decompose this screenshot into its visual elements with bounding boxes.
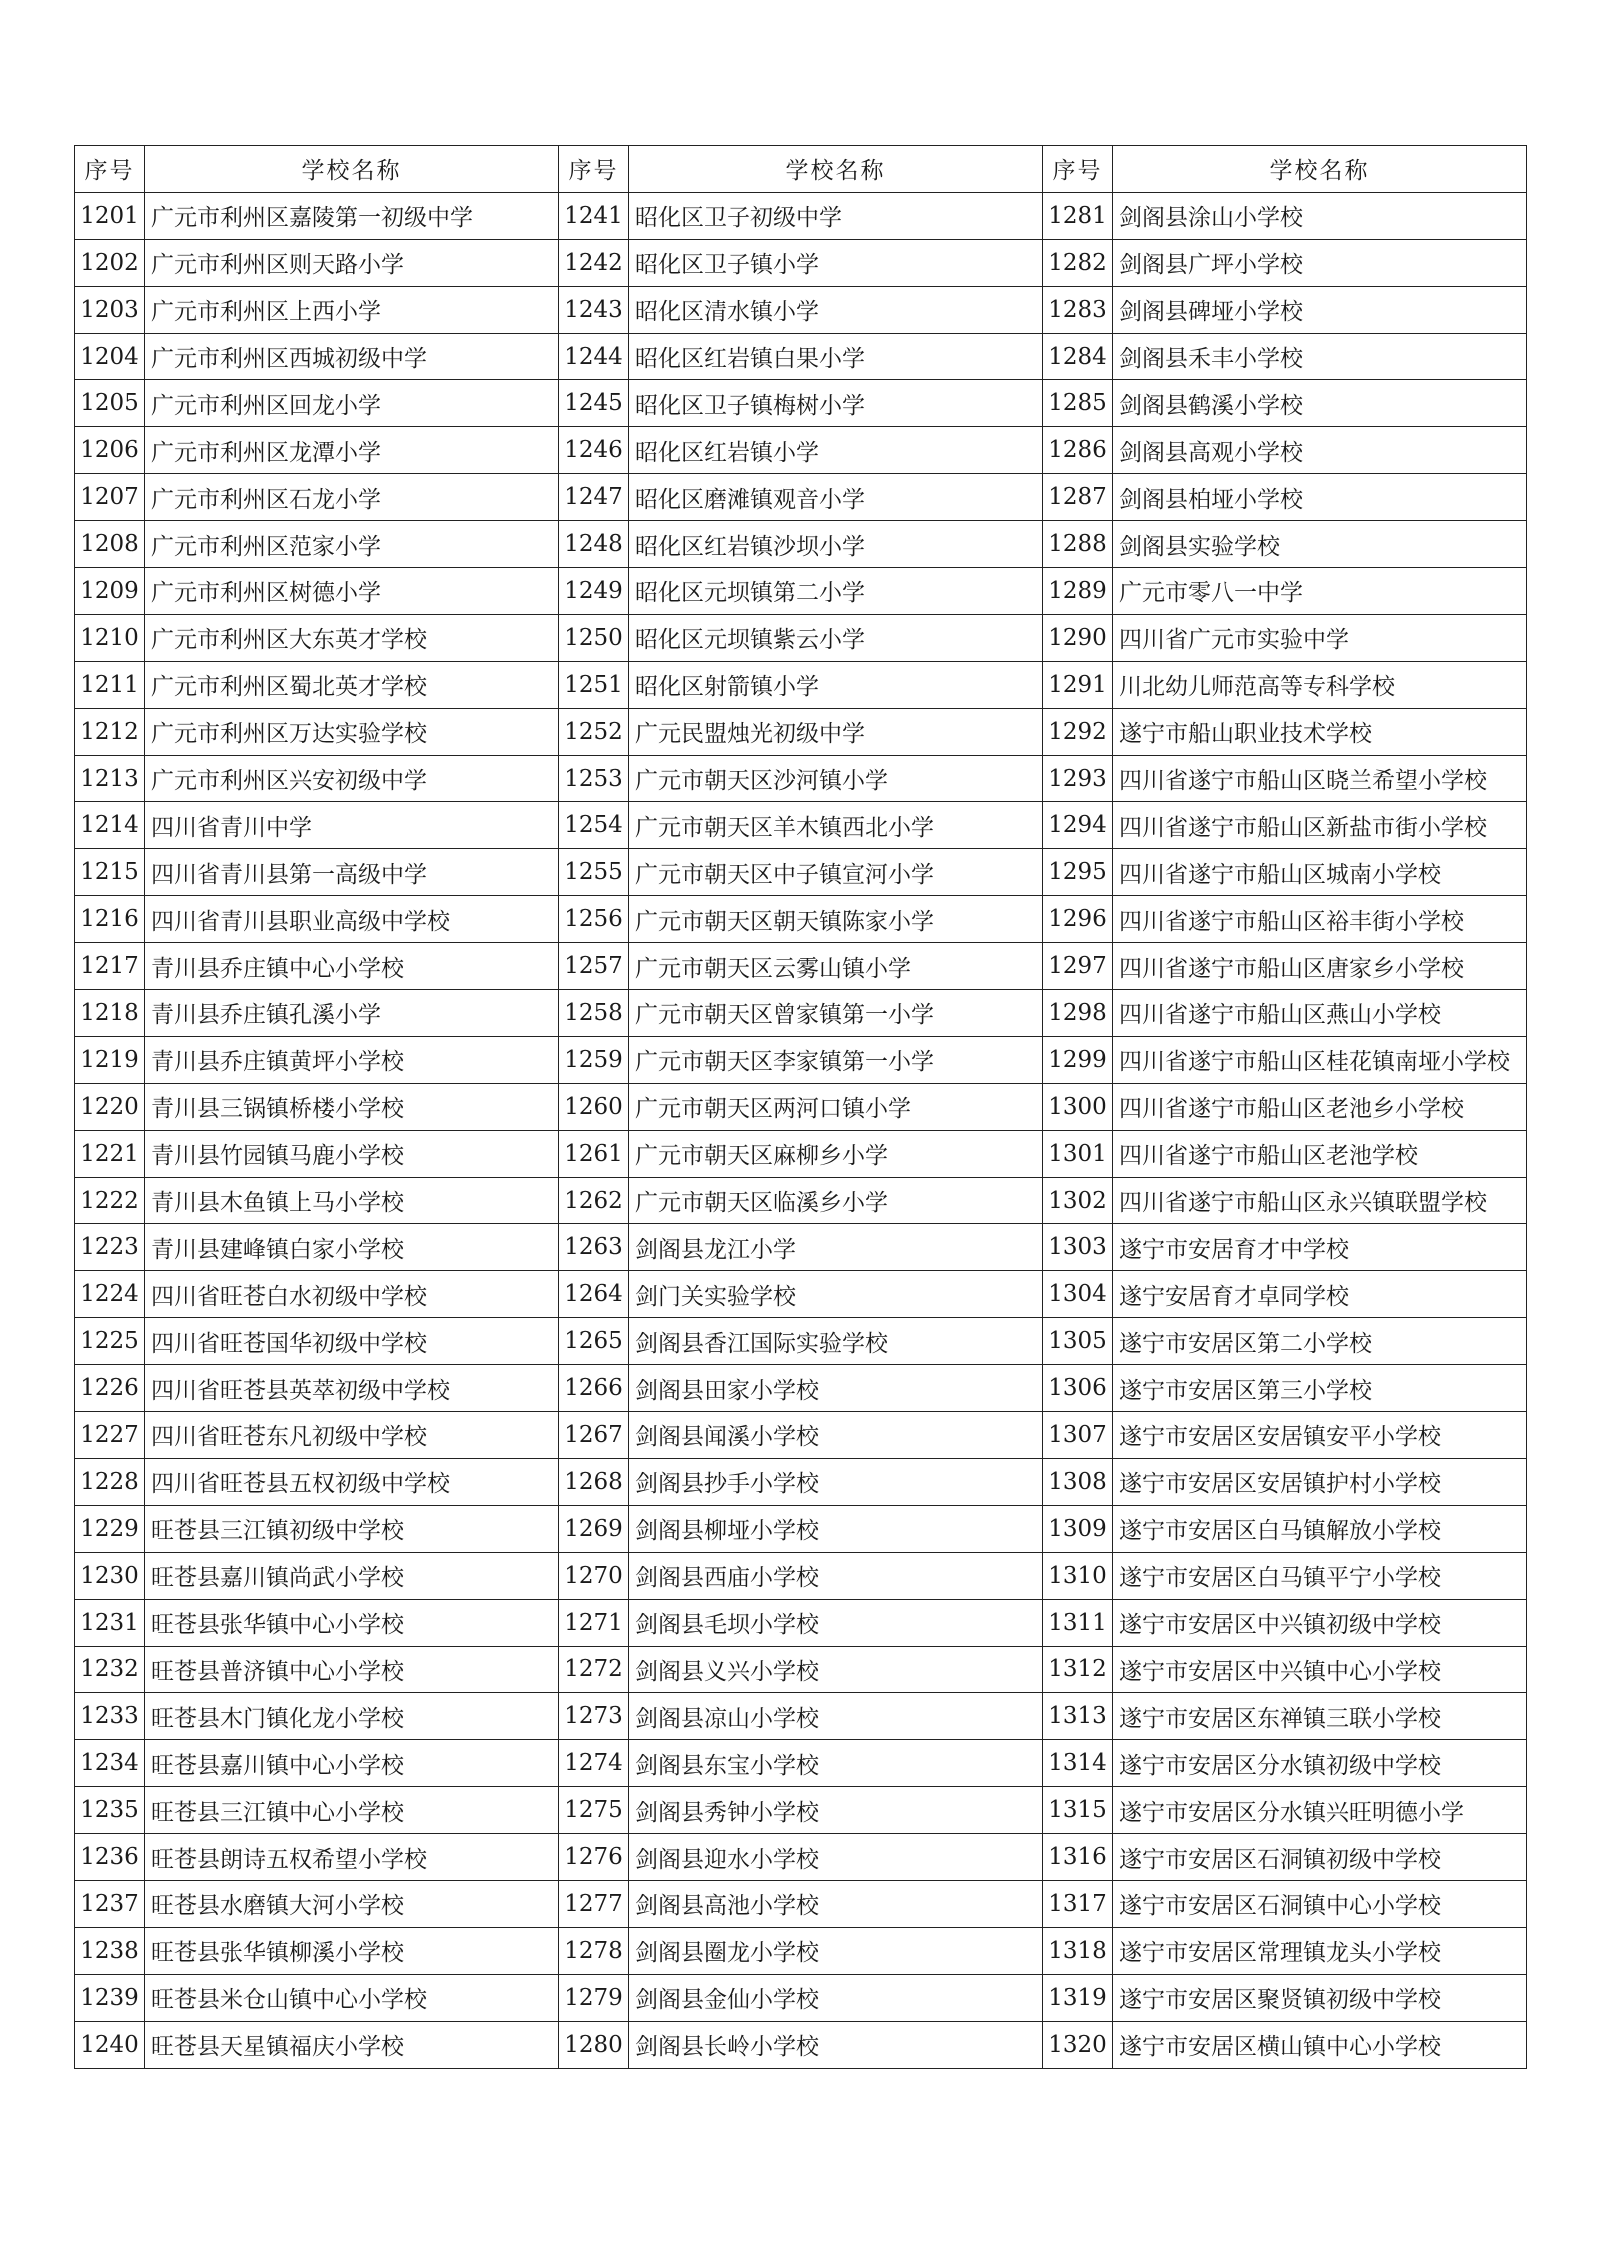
school-name-cell: 广元市利州区石龙小学 bbox=[145, 474, 559, 521]
serial-cell: 1304 bbox=[1043, 1271, 1113, 1318]
school-name-cell: 剑阁县长岭小学校 bbox=[629, 2021, 1043, 2068]
serial-cell: 1273 bbox=[559, 1693, 629, 1740]
school-name-cell: 广元市利州区嘉陵第一初级中学 bbox=[145, 192, 559, 239]
serial-cell: 1307 bbox=[1043, 1412, 1113, 1459]
school-name-cell: 四川省旺苍国华初级中学校 bbox=[145, 1318, 559, 1365]
school-name-cell: 剑阁县涂山小学校 bbox=[1113, 192, 1527, 239]
serial-cell: 1310 bbox=[1043, 1552, 1113, 1599]
school-name-cell: 四川省旺苍东凡初级中学校 bbox=[145, 1412, 559, 1459]
serial-cell: 1201 bbox=[75, 192, 145, 239]
school-name-cell: 遂宁安居育才卓同学校 bbox=[1113, 1271, 1527, 1318]
school-name-cell: 昭化区红岩镇白果小学 bbox=[629, 333, 1043, 380]
serial-cell: 1205 bbox=[75, 380, 145, 427]
table-row bbox=[75, 1458, 1527, 1505]
school-name-cell: 青川县竹园镇马鹿小学校 bbox=[145, 1130, 559, 1177]
table-row bbox=[75, 427, 1527, 474]
serial-cell: 1221 bbox=[75, 1130, 145, 1177]
serial-cell: 1252 bbox=[559, 708, 629, 755]
serial-cell: 1225 bbox=[75, 1318, 145, 1365]
serial-cell: 1208 bbox=[75, 521, 145, 568]
school-name-cell: 遂宁市安居区分水镇初级中学校 bbox=[1113, 1740, 1527, 1787]
serial-cell: 1320 bbox=[1043, 2021, 1113, 2068]
table-row bbox=[75, 286, 1527, 333]
school-name-cell: 剑阁县高池小学校 bbox=[629, 1880, 1043, 1927]
serial-cell: 1262 bbox=[559, 1177, 629, 1224]
school-name-cell: 四川省遂宁市船山区老池学校 bbox=[1113, 1130, 1527, 1177]
school-name-cell: 广元市利州区上西小学 bbox=[145, 286, 559, 333]
serial-cell: 1301 bbox=[1043, 1130, 1113, 1177]
school-name-cell: 遂宁市安居区第三小学校 bbox=[1113, 1365, 1527, 1412]
school-name-cell: 广元市零八一中学 bbox=[1113, 568, 1527, 615]
school-name-cell: 旺苍县朗诗五权希望小学校 bbox=[145, 1834, 559, 1881]
school-name-cell: 旺苍县张华镇柳溪小学校 bbox=[145, 1927, 559, 1974]
school-name-cell: 四川省青川县职业高级中学校 bbox=[145, 896, 559, 943]
school-name-cell: 剑阁县鹤溪小学校 bbox=[1113, 380, 1527, 427]
serial-cell: 1232 bbox=[75, 1646, 145, 1693]
school-name-cell: 广元市利州区龙潭小学 bbox=[145, 427, 559, 474]
school-name-cell: 广元市朝天区沙河镇小学 bbox=[629, 755, 1043, 802]
table-row bbox=[75, 1412, 1527, 1459]
school-name-cell: 昭化区元坝镇第二小学 bbox=[629, 568, 1043, 615]
school-name-cell: 剑阁县凉山小学校 bbox=[629, 1693, 1043, 1740]
serial-cell: 1268 bbox=[559, 1458, 629, 1505]
serial-cell: 1248 bbox=[559, 521, 629, 568]
table-row bbox=[75, 896, 1527, 943]
school-name-cell: 旺苍县张华镇中心小学校 bbox=[145, 1599, 559, 1646]
table-row bbox=[75, 661, 1527, 708]
table-row bbox=[75, 614, 1527, 661]
serial-cell: 1233 bbox=[75, 1693, 145, 1740]
school-name-cell: 四川省遂宁市船山区城南小学校 bbox=[1113, 849, 1527, 896]
table-header-row bbox=[75, 146, 1527, 193]
header-school-name-2: 学校名称 bbox=[629, 146, 1043, 193]
serial-cell: 1306 bbox=[1043, 1365, 1113, 1412]
header-serial-2: 序号 bbox=[559, 146, 629, 193]
table-row bbox=[75, 1271, 1527, 1318]
school-name-cell: 昭化区磨滩镇观音小学 bbox=[629, 474, 1043, 521]
school-name-cell: 剑阁县义兴小学校 bbox=[629, 1646, 1043, 1693]
school-name-cell: 川北幼儿师范高等专科学校 bbox=[1113, 661, 1527, 708]
school-name-cell: 剑阁县圈龙小学校 bbox=[629, 1927, 1043, 1974]
serial-cell: 1284 bbox=[1043, 333, 1113, 380]
school-name-cell: 剑阁县毛坝小学校 bbox=[629, 1599, 1043, 1646]
serial-cell: 1264 bbox=[559, 1271, 629, 1318]
serial-cell: 1280 bbox=[559, 2021, 629, 2068]
school-name-cell: 遂宁市安居育才中学校 bbox=[1113, 1224, 1527, 1271]
school-name-cell: 广元市朝天区云雾山镇小学 bbox=[629, 943, 1043, 990]
table-row bbox=[75, 1740, 1527, 1787]
school-name-cell: 剑阁县柳垭小学校 bbox=[629, 1505, 1043, 1552]
school-name-cell: 剑阁县抄手小学校 bbox=[629, 1458, 1043, 1505]
table-row bbox=[75, 2021, 1527, 2068]
serial-cell: 1241 bbox=[559, 192, 629, 239]
school-name-cell: 遂宁市安居区中兴镇中心小学校 bbox=[1113, 1646, 1527, 1693]
school-name-cell: 青川县乔庄镇孔溪小学 bbox=[145, 990, 559, 1037]
serial-cell: 1282 bbox=[1043, 239, 1113, 286]
school-name-cell: 广元市利州区则天路小学 bbox=[145, 239, 559, 286]
serial-cell: 1224 bbox=[75, 1271, 145, 1318]
school-list-table bbox=[74, 145, 1527, 2069]
serial-cell: 1219 bbox=[75, 1036, 145, 1083]
school-name-cell: 四川省遂宁市船山区唐家乡小学校 bbox=[1113, 943, 1527, 990]
school-name-cell: 广元市利州区树德小学 bbox=[145, 568, 559, 615]
school-name-cell: 剑阁县迎水小学校 bbox=[629, 1834, 1043, 1881]
serial-cell: 1211 bbox=[75, 661, 145, 708]
serial-cell: 1265 bbox=[559, 1318, 629, 1365]
school-name-cell: 四川省遂宁市船山区晓兰希望小学校 bbox=[1113, 755, 1527, 802]
serial-cell: 1244 bbox=[559, 333, 629, 380]
serial-cell: 1234 bbox=[75, 1740, 145, 1787]
school-name-cell: 剑阁县秀钟小学校 bbox=[629, 1787, 1043, 1834]
serial-cell: 1300 bbox=[1043, 1083, 1113, 1130]
serial-cell: 1229 bbox=[75, 1505, 145, 1552]
header-serial-1: 序号 bbox=[75, 146, 145, 193]
serial-cell: 1272 bbox=[559, 1646, 629, 1693]
serial-cell: 1207 bbox=[75, 474, 145, 521]
serial-cell: 1266 bbox=[559, 1365, 629, 1412]
serial-cell: 1289 bbox=[1043, 568, 1113, 615]
school-name-cell: 剑阁县田家小学校 bbox=[629, 1365, 1043, 1412]
serial-cell: 1287 bbox=[1043, 474, 1113, 521]
table-row bbox=[75, 1974, 1527, 2021]
serial-cell: 1258 bbox=[559, 990, 629, 1037]
table-row bbox=[75, 1083, 1527, 1130]
table-row bbox=[75, 1505, 1527, 1552]
serial-cell: 1250 bbox=[559, 614, 629, 661]
school-name-cell: 旺苍县嘉川镇中心小学校 bbox=[145, 1740, 559, 1787]
school-name-cell: 剑阁县金仙小学校 bbox=[629, 1974, 1043, 2021]
school-name-cell: 昭化区卫子初级中学 bbox=[629, 192, 1043, 239]
school-name-cell: 遂宁市安居区东禅镇三联小学校 bbox=[1113, 1693, 1527, 1740]
serial-cell: 1318 bbox=[1043, 1927, 1113, 1974]
serial-cell: 1288 bbox=[1043, 521, 1113, 568]
serial-cell: 1278 bbox=[559, 1927, 629, 1974]
table-row bbox=[75, 1130, 1527, 1177]
school-name-cell: 广元市朝天区麻柳乡小学 bbox=[629, 1130, 1043, 1177]
serial-cell: 1231 bbox=[75, 1599, 145, 1646]
header-school-name-3: 学校名称 bbox=[1113, 146, 1527, 193]
serial-cell: 1274 bbox=[559, 1740, 629, 1787]
school-name-cell: 广元市利州区范家小学 bbox=[145, 521, 559, 568]
table-row bbox=[75, 1880, 1527, 1927]
serial-cell: 1228 bbox=[75, 1458, 145, 1505]
serial-cell: 1243 bbox=[559, 286, 629, 333]
school-name-cell: 昭化区红岩镇小学 bbox=[629, 427, 1043, 474]
serial-cell: 1263 bbox=[559, 1224, 629, 1271]
school-name-cell: 四川省遂宁市船山区新盐市街小学校 bbox=[1113, 802, 1527, 849]
school-name-cell: 广元市利州区蜀北英才学校 bbox=[145, 661, 559, 708]
table-row bbox=[75, 708, 1527, 755]
serial-cell: 1226 bbox=[75, 1365, 145, 1412]
school-name-cell: 剑阁县柏垭小学校 bbox=[1113, 474, 1527, 521]
serial-cell: 1299 bbox=[1043, 1036, 1113, 1083]
school-name-cell: 四川省广元市实验中学 bbox=[1113, 614, 1527, 661]
serial-cell: 1253 bbox=[559, 755, 629, 802]
school-name-cell: 昭化区红岩镇沙坝小学 bbox=[629, 521, 1043, 568]
table-row bbox=[75, 192, 1527, 239]
school-name-cell: 广元市朝天区曾家镇第一小学 bbox=[629, 990, 1043, 1037]
table-row bbox=[75, 1834, 1527, 1881]
serial-cell: 1210 bbox=[75, 614, 145, 661]
serial-cell: 1298 bbox=[1043, 990, 1113, 1037]
serial-cell: 1218 bbox=[75, 990, 145, 1037]
table-row bbox=[75, 1646, 1527, 1693]
serial-cell: 1238 bbox=[75, 1927, 145, 1974]
serial-cell: 1311 bbox=[1043, 1599, 1113, 1646]
serial-cell: 1294 bbox=[1043, 802, 1113, 849]
school-name-cell: 剑阁县东宝小学校 bbox=[629, 1740, 1043, 1787]
school-name-cell: 四川省旺苍县五权初级中学校 bbox=[145, 1458, 559, 1505]
school-name-cell: 遂宁市安居区聚贤镇初级中学校 bbox=[1113, 1974, 1527, 2021]
serial-cell: 1314 bbox=[1043, 1740, 1113, 1787]
table-row bbox=[75, 990, 1527, 1037]
serial-cell: 1285 bbox=[1043, 380, 1113, 427]
serial-cell: 1247 bbox=[559, 474, 629, 521]
serial-cell: 1246 bbox=[559, 427, 629, 474]
school-name-cell: 青川县乔庄镇中心小学校 bbox=[145, 943, 559, 990]
serial-cell: 1256 bbox=[559, 896, 629, 943]
serial-cell: 1204 bbox=[75, 333, 145, 380]
serial-cell: 1215 bbox=[75, 849, 145, 896]
serial-cell: 1206 bbox=[75, 427, 145, 474]
serial-cell: 1277 bbox=[559, 1880, 629, 1927]
serial-cell: 1216 bbox=[75, 896, 145, 943]
school-name-cell: 广元市利州区西城初级中学 bbox=[145, 333, 559, 380]
serial-cell: 1220 bbox=[75, 1083, 145, 1130]
serial-cell: 1293 bbox=[1043, 755, 1113, 802]
table-row bbox=[75, 1177, 1527, 1224]
school-name-cell: 四川省遂宁市船山区永兴镇联盟学校 bbox=[1113, 1177, 1527, 1224]
table-row bbox=[75, 755, 1527, 802]
school-name-cell: 遂宁市安居区常理镇龙头小学校 bbox=[1113, 1927, 1527, 1974]
serial-cell: 1254 bbox=[559, 802, 629, 849]
school-name-cell: 四川省遂宁市船山区老池乡小学校 bbox=[1113, 1083, 1527, 1130]
school-name-cell: 剑阁县闻溪小学校 bbox=[629, 1412, 1043, 1459]
school-name-cell: 剑阁县实验学校 bbox=[1113, 521, 1527, 568]
school-name-cell: 昭化区卫子镇小学 bbox=[629, 239, 1043, 286]
serial-cell: 1217 bbox=[75, 943, 145, 990]
school-name-cell: 广元市朝天区中子镇宣河小学 bbox=[629, 849, 1043, 896]
school-name-cell: 遂宁市船山职业技术学校 bbox=[1113, 708, 1527, 755]
serial-cell: 1257 bbox=[559, 943, 629, 990]
school-name-cell: 广元市利州区回龙小学 bbox=[145, 380, 559, 427]
serial-cell: 1209 bbox=[75, 568, 145, 615]
table-row bbox=[75, 943, 1527, 990]
serial-cell: 1303 bbox=[1043, 1224, 1113, 1271]
school-name-cell: 剑阁县龙江小学 bbox=[629, 1224, 1043, 1271]
school-name-cell: 遂宁市安居区白马镇平宁小学校 bbox=[1113, 1552, 1527, 1599]
table-row bbox=[75, 1787, 1527, 1834]
table-row bbox=[75, 1365, 1527, 1412]
school-name-cell: 遂宁市安居区横山镇中心小学校 bbox=[1113, 2021, 1527, 2068]
serial-cell: 1296 bbox=[1043, 896, 1113, 943]
serial-cell: 1316 bbox=[1043, 1834, 1113, 1881]
serial-cell: 1227 bbox=[75, 1412, 145, 1459]
table-body bbox=[75, 192, 1527, 2068]
school-name-cell: 广元市朝天区羊木镇西北小学 bbox=[629, 802, 1043, 849]
serial-cell: 1297 bbox=[1043, 943, 1113, 990]
serial-cell: 1213 bbox=[75, 755, 145, 802]
school-name-cell: 遂宁市安居区石洞镇初级中学校 bbox=[1113, 1834, 1527, 1881]
serial-cell: 1290 bbox=[1043, 614, 1113, 661]
school-name-cell: 广元市朝天区临溪乡小学 bbox=[629, 1177, 1043, 1224]
school-name-cell: 广元市朝天区两河口镇小学 bbox=[629, 1083, 1043, 1130]
school-name-cell: 遂宁市安居区石洞镇中心小学校 bbox=[1113, 1880, 1527, 1927]
serial-cell: 1269 bbox=[559, 1505, 629, 1552]
serial-cell: 1286 bbox=[1043, 427, 1113, 474]
table-row bbox=[75, 380, 1527, 427]
table-row bbox=[75, 1318, 1527, 1365]
serial-cell: 1283 bbox=[1043, 286, 1113, 333]
serial-cell: 1281 bbox=[1043, 192, 1113, 239]
school-name-cell: 四川省遂宁市船山区桂花镇南垭小学校 bbox=[1113, 1036, 1527, 1083]
school-name-cell: 四川省青川中学 bbox=[145, 802, 559, 849]
school-name-cell: 遂宁市安居区白马镇解放小学校 bbox=[1113, 1505, 1527, 1552]
school-name-cell: 昭化区卫子镇梅树小学 bbox=[629, 380, 1043, 427]
serial-cell: 1261 bbox=[559, 1130, 629, 1177]
table-row bbox=[75, 1927, 1527, 1974]
serial-cell: 1239 bbox=[75, 1974, 145, 2021]
serial-cell: 1275 bbox=[559, 1787, 629, 1834]
serial-cell: 1222 bbox=[75, 1177, 145, 1224]
school-name-cell: 遂宁市安居区分水镇兴旺明德小学 bbox=[1113, 1787, 1527, 1834]
serial-cell: 1236 bbox=[75, 1834, 145, 1881]
table-row bbox=[75, 568, 1527, 615]
serial-cell: 1279 bbox=[559, 1974, 629, 2021]
school-name-cell: 旺苍县米仓山镇中心小学校 bbox=[145, 1974, 559, 2021]
school-name-cell: 剑阁县禾丰小学校 bbox=[1113, 333, 1527, 380]
serial-cell: 1276 bbox=[559, 1834, 629, 1881]
school-name-cell: 剑阁县西庙小学校 bbox=[629, 1552, 1043, 1599]
school-name-cell: 四川省遂宁市船山区燕山小学校 bbox=[1113, 990, 1527, 1037]
serial-cell: 1245 bbox=[559, 380, 629, 427]
serial-cell: 1259 bbox=[559, 1036, 629, 1083]
table-row bbox=[75, 1599, 1527, 1646]
school-name-cell: 遂宁市安居区中兴镇初级中学校 bbox=[1113, 1599, 1527, 1646]
school-name-cell: 广元市利州区兴安初级中学 bbox=[145, 755, 559, 802]
school-name-cell: 昭化区元坝镇紫云小学 bbox=[629, 614, 1043, 661]
table-row bbox=[75, 333, 1527, 380]
school-name-cell: 旺苍县木门镇化龙小学校 bbox=[145, 1693, 559, 1740]
serial-cell: 1255 bbox=[559, 849, 629, 896]
header-serial-3: 序号 bbox=[1043, 146, 1113, 193]
school-name-cell: 四川省旺苍白水初级中学校 bbox=[145, 1271, 559, 1318]
school-name-cell: 遂宁市安居区安居镇护村小学校 bbox=[1113, 1458, 1527, 1505]
table-row bbox=[75, 474, 1527, 521]
serial-cell: 1319 bbox=[1043, 1974, 1113, 2021]
table-row bbox=[75, 521, 1527, 568]
serial-cell: 1267 bbox=[559, 1412, 629, 1459]
serial-cell: 1230 bbox=[75, 1552, 145, 1599]
school-name-cell: 剑阁县香江国际实验学校 bbox=[629, 1318, 1043, 1365]
serial-cell: 1242 bbox=[559, 239, 629, 286]
school-name-cell: 昭化区射箭镇小学 bbox=[629, 661, 1043, 708]
serial-cell: 1223 bbox=[75, 1224, 145, 1271]
school-name-cell: 旺苍县三江镇中心小学校 bbox=[145, 1787, 559, 1834]
serial-cell: 1317 bbox=[1043, 1880, 1113, 1927]
table-row bbox=[75, 802, 1527, 849]
serial-cell: 1271 bbox=[559, 1599, 629, 1646]
school-name-cell: 青川县木鱼镇上马小学校 bbox=[145, 1177, 559, 1224]
serial-cell: 1302 bbox=[1043, 1177, 1113, 1224]
serial-cell: 1270 bbox=[559, 1552, 629, 1599]
table-row bbox=[75, 1693, 1527, 1740]
school-name-cell: 旺苍县嘉川镇尚武小学校 bbox=[145, 1552, 559, 1599]
serial-cell: 1260 bbox=[559, 1083, 629, 1130]
school-name-cell: 青川县三锅镇桥楼小学校 bbox=[145, 1083, 559, 1130]
table-row bbox=[75, 849, 1527, 896]
school-name-cell: 旺苍县普济镇中心小学校 bbox=[145, 1646, 559, 1693]
serial-cell: 1240 bbox=[75, 2021, 145, 2068]
school-name-cell: 旺苍县水磨镇大河小学校 bbox=[145, 1880, 559, 1927]
school-name-cell: 剑门关实验学校 bbox=[629, 1271, 1043, 1318]
header-school-name-1: 学校名称 bbox=[145, 146, 559, 193]
table-row bbox=[75, 239, 1527, 286]
school-name-cell: 广元市朝天区李家镇第一小学 bbox=[629, 1036, 1043, 1083]
school-name-cell: 剑阁县高观小学校 bbox=[1113, 427, 1527, 474]
serial-cell: 1309 bbox=[1043, 1505, 1113, 1552]
serial-cell: 1214 bbox=[75, 802, 145, 849]
school-name-cell: 广元市朝天区朝天镇陈家小学 bbox=[629, 896, 1043, 943]
school-name-cell: 遂宁市安居区安居镇安平小学校 bbox=[1113, 1412, 1527, 1459]
school-name-cell: 广元市利州区万达实验学校 bbox=[145, 708, 559, 755]
serial-cell: 1315 bbox=[1043, 1787, 1113, 1834]
school-name-cell: 四川省旺苍县英萃初级中学校 bbox=[145, 1365, 559, 1412]
serial-cell: 1312 bbox=[1043, 1646, 1113, 1693]
serial-cell: 1203 bbox=[75, 286, 145, 333]
table-row bbox=[75, 1224, 1527, 1271]
school-name-cell: 四川省遂宁市船山区裕丰街小学校 bbox=[1113, 896, 1527, 943]
school-name-cell: 广元民盟烛光初级中学 bbox=[629, 708, 1043, 755]
serial-cell: 1305 bbox=[1043, 1318, 1113, 1365]
serial-cell: 1313 bbox=[1043, 1693, 1113, 1740]
serial-cell: 1212 bbox=[75, 708, 145, 755]
table-row bbox=[75, 1036, 1527, 1083]
serial-cell: 1291 bbox=[1043, 661, 1113, 708]
school-name-cell: 青川县建峰镇白家小学校 bbox=[145, 1224, 559, 1271]
school-name-cell: 四川省青川县第一高级中学 bbox=[145, 849, 559, 896]
school-name-cell: 遂宁市安居区第二小学校 bbox=[1113, 1318, 1527, 1365]
serial-cell: 1295 bbox=[1043, 849, 1113, 896]
serial-cell: 1249 bbox=[559, 568, 629, 615]
serial-cell: 1292 bbox=[1043, 708, 1113, 755]
school-name-cell: 旺苍县天星镇福庆小学校 bbox=[145, 2021, 559, 2068]
serial-cell: 1251 bbox=[559, 661, 629, 708]
school-name-cell: 剑阁县碑垭小学校 bbox=[1113, 286, 1527, 333]
school-name-cell: 青川县乔庄镇黄坪小学校 bbox=[145, 1036, 559, 1083]
serial-cell: 1237 bbox=[75, 1880, 145, 1927]
school-name-cell: 剑阁县广坪小学校 bbox=[1113, 239, 1527, 286]
serial-cell: 1235 bbox=[75, 1787, 145, 1834]
serial-cell: 1202 bbox=[75, 239, 145, 286]
table-row bbox=[75, 1552, 1527, 1599]
serial-cell: 1308 bbox=[1043, 1458, 1113, 1505]
school-name-cell: 昭化区清水镇小学 bbox=[629, 286, 1043, 333]
school-name-cell: 广元市利州区大东英才学校 bbox=[145, 614, 559, 661]
school-name-cell: 旺苍县三江镇初级中学校 bbox=[145, 1505, 559, 1552]
